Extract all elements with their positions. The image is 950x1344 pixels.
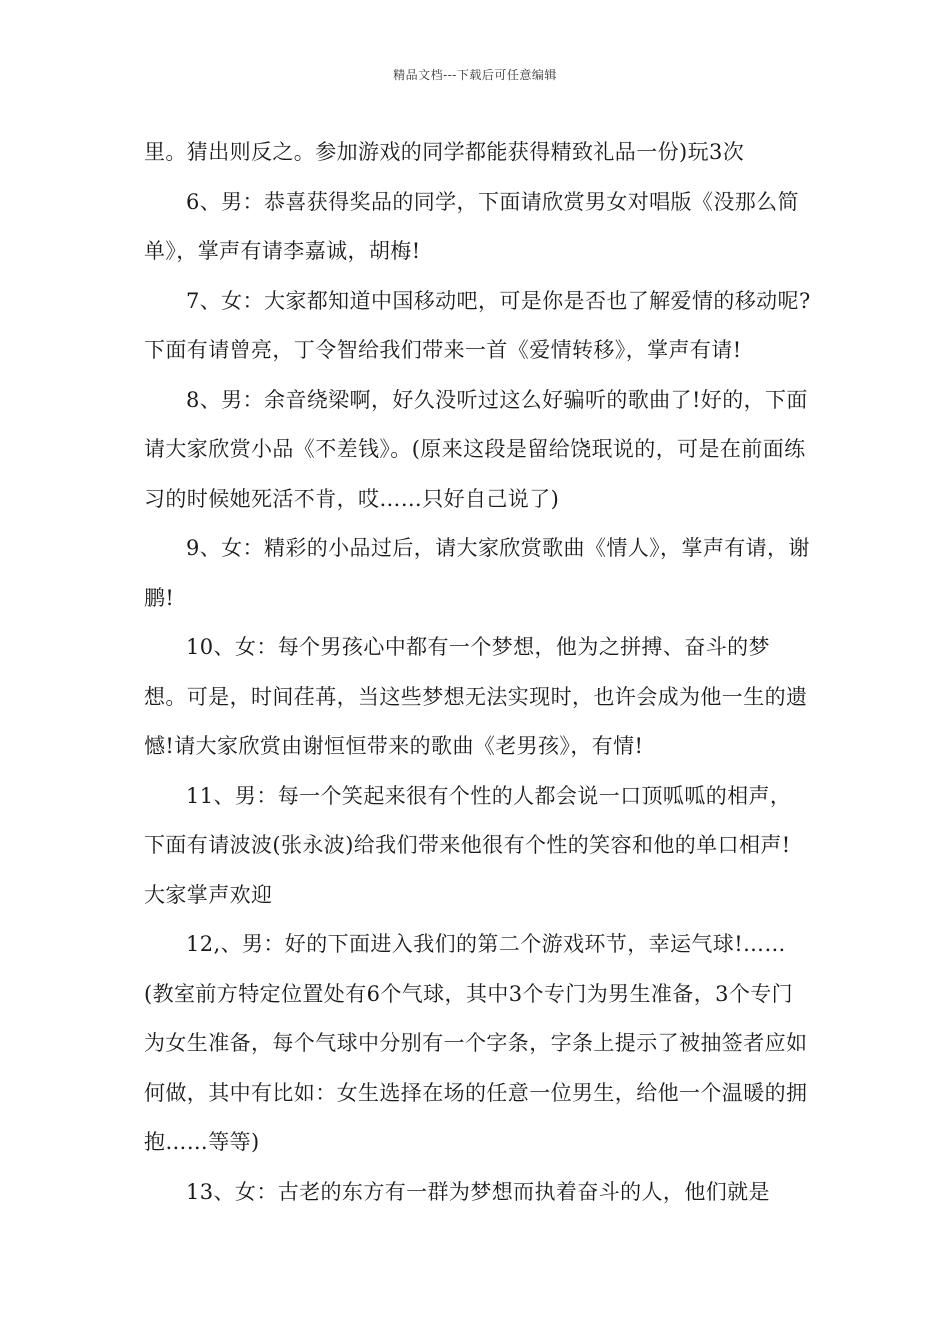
page-header: 精品文档---下载后可任意编辑 <box>393 68 557 82</box>
paragraph-continuation: 里。猜出则反之。参加游戏的同学都能获得精致礼品一份)玩3次 <box>144 140 745 164</box>
document-body <box>144 128 812 1217</box>
paragraph-item-10: 10、女：每个男孩心中都有一个梦想，他为之拼搏、奋斗的梦想。可是，时间荏苒，当这些梦想无法实现时，也许会成为他一生的遗憾!请大家欣赏由谢恒恒带来的歌曲《老男孩》，有情! <box>144 635 808 758</box>
paragraph-item-12: 12,、男：好的下面进入我们的第二个游戏环节，幸运气球!……(教室前方特定位置处有6个气球，其中3个专门为男生准备，3个专门为女生准备，每个气球中分别有一个字条，字条上提示了被抽签者应如何做，其中有比如：女生选择在场的任意一位男生，给他一个温暖的拥抱……等等) <box>144 932 808 1154</box>
paragraph-item-7: 7、女：大家都知道中国移动吧，可是你是否也了解爱情的移动呢?下面有请曾亮，丁令智给我们带来一首《爱情转移》，掌声有请! <box>144 288 811 362</box>
paragraph-item-11: 11、男：每一个笑起来很有个性的人都会说一口顶呱呱的相声，下面有请波波(张永波)给我们带来他很有个性的笑容和他的单口相声!大家掌声欢迎 <box>144 783 792 907</box>
paragraph-item-8: 8、男：余音绕梁啊，好久没听过这么好骗听的歌曲了!好的，下面请大家欣赏小品《不差钱》。(原来这段是留给饶珉说的，可是在前面练习的时候她死活不肯，哎……只好自己说了) <box>144 387 808 511</box>
paragraph-item-6: 6、男：恭喜获得奖品的同学，下面请欣赏男女对唱版《没那么简单》，掌声有请李嘉诚，胡梅! <box>144 189 799 263</box>
paragraph-item-9: 9、女：精彩的小品过后，请大家欣赏歌曲《情人》，掌声有请，谢鹏! <box>144 536 810 610</box>
paragraph-item-13: 13、女：古老的东方有一群为梦想而执着奋斗的人，他们就是 <box>186 1179 770 1204</box>
